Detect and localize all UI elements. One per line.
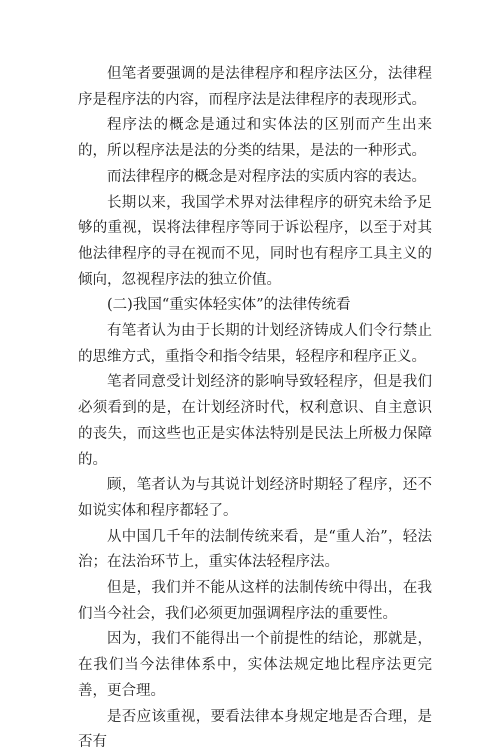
paragraph-3: 而法律程序的概念是对程序法的实质内容的表达。 [107, 168, 426, 185]
paragraph-9: 但是，我们并不能从这样的法制传统中得出，在我们当今社会，我们必须更加强调程序法的重要性。 [78, 580, 432, 622]
paragraph-7: 顾，笔者认为与其说计划经济时期轻了程序，还不如说实体和程序都轻了。 [78, 477, 432, 519]
paragraph-6: 笔者同意受计划经济的影响导致轻程序，但是我们必须看到的是，在计划经济时代，权利意识、自主意识的丧失，而这些也正是实体法特别是民法上所极力保障的。 [78, 374, 432, 468]
body-text [78, 62, 432, 756]
paragraph-4: 长期以来，我国学术界对法律程序的研究未给予足够的重视，误将法律程序等同于诉讼程序，以至于对其他法律程序的寻在视而不见，同时也有程序工具主义的倾向，忽视程序法的独立价值。 [78, 194, 432, 288]
paragraph-1: 但笔者要强调的是法律程序和程序法区分，法律程序是程序法的内容，而程序法是法律程序的表现形式。 [78, 66, 432, 108]
paragraph-10: 因为，我们不能得出一个前提性的结论，那就是，在我们当今法律体系中，实体法规定地比程序法更完善，更合理。 [78, 631, 432, 699]
paragraph-5: 有笔者认为由于长期的计划经济铸成人们令行禁止的思维方式，重指令和指令结果，轻程序和程序正义。 [78, 323, 432, 365]
paragraph-2: 程序法的概念是通过和实体法的区别而产生出来的，所以程序法是法的分类的结果，是法的一种形式。 [78, 117, 432, 160]
paragraph-11: 是否应该重视，要看法律本身规定地是否合理，是否有 [78, 708, 432, 751]
section-heading: (二)我国“重实体轻实体”的法律传统看 [107, 297, 351, 314]
paragraph-8: 从中国几千年的法制传统来看，是“重人治”，轻法治；在法治环节上，重实体法轻程序法。 [78, 528, 432, 571]
